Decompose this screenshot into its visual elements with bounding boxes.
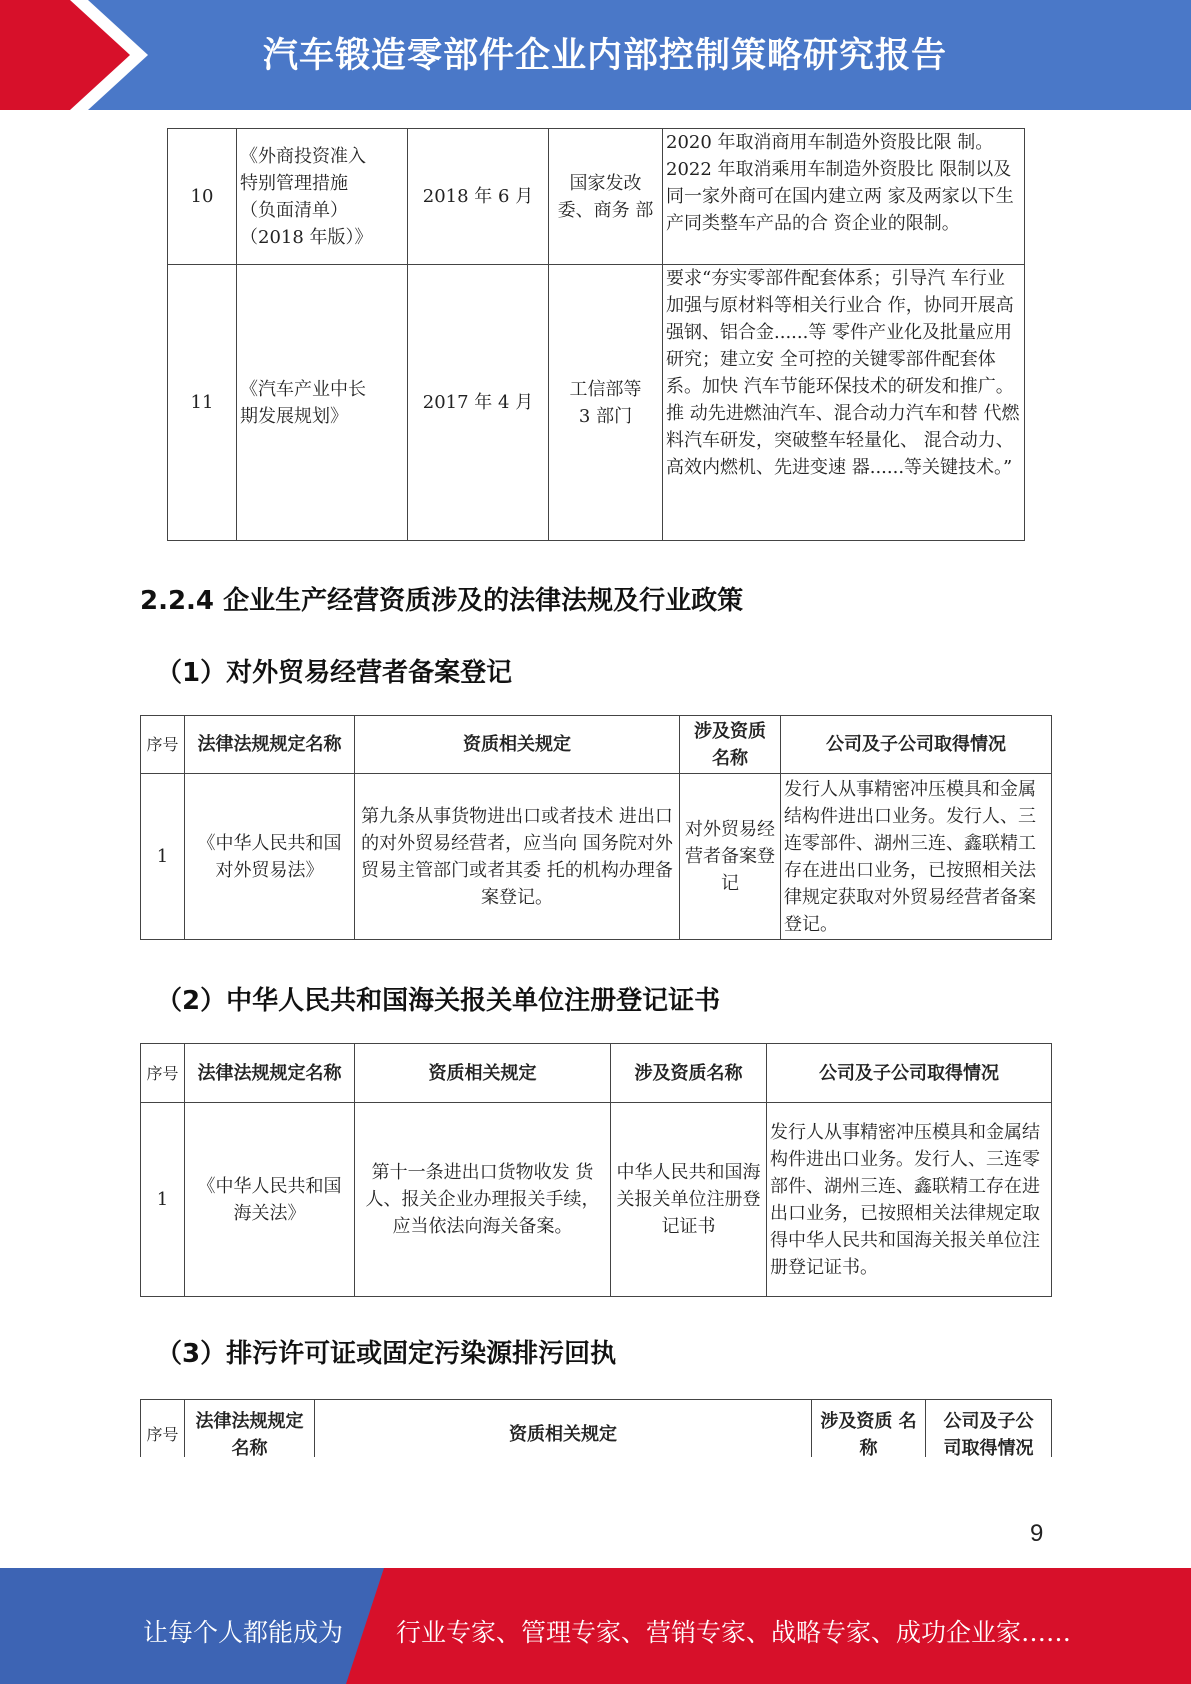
header-law: 法律法规规定名称 [185, 1044, 355, 1103]
page-number: 9 [1030, 1520, 1044, 1547]
law-name [185, 1103, 355, 1297]
policy-name-line: 《汽车产业中长 [240, 378, 366, 400]
qualification-table-1 [140, 715, 1052, 940]
subsection-heading-1: （1）对外贸易经营者备案登记 [156, 658, 513, 688]
header-serial: 序号 [141, 1044, 185, 1103]
header-status: 公司及子公司取得情况 [767, 1044, 1052, 1103]
issue-date: 2017 年 4 月 [408, 265, 549, 541]
status-text: 发行人从事精密冲压模具和金属结构件进出口业务。发行人、三连零部件、湖州三连、鑫联精工存在进出口业务，已按照相关法律规定获取对外贸易经营者备案登记。 [781, 774, 1052, 940]
row-number: 10 [168, 129, 237, 265]
dept-line: 国家发改 [569, 172, 642, 194]
footer-slogan-left: 让每个人都能成为 [143, 1618, 344, 1647]
header-line: 司取得情况 [943, 1437, 1034, 1457]
header-rule: 资质相关规定 [315, 1400, 812, 1458]
issuing-dept [549, 265, 663, 541]
qualification-name: 中华人民共和国海关报关单位注册登记证书 [611, 1103, 767, 1297]
policy-name [237, 265, 408, 541]
policy-name-line: （2018 年版）》 [240, 226, 373, 248]
table-header-row [141, 1044, 1052, 1103]
policy-name [237, 129, 408, 265]
policy-name-line: 期发展规划》 [240, 405, 348, 427]
policy-table-continued [167, 128, 1025, 541]
header-qualification: 涉及资质名称 [611, 1044, 767, 1103]
header-line: 名称 [231, 1437, 268, 1457]
header-qualification [812, 1400, 926, 1458]
policy-content: 要求“夯实零部件配套体系；引导汽 车行业加强与原材料等相关行业合 作，协同开展高强钢、铝合金......等 零件产业化及批量应用研究；建立安 全可控的关键零部件配套体系。加快 汽车节能环保技术的研发和推广。推 动先进燃油汽车、混合动力汽车和替 代燃料汽车研发，突破整车轻量化、 混合动力、高效内燃机、先进变速 器......等关键技术。” [663, 265, 1025, 541]
table-row [141, 774, 1052, 940]
header-serial: 序号 [141, 716, 185, 774]
footer-slogan-right: 行业专家、管理专家、营销专家、战略专家、成功企业家…… [396, 1618, 1072, 1647]
header-line: 涉及资质 名 [820, 1410, 917, 1432]
table-header-row [141, 1400, 1052, 1458]
law-name [185, 774, 355, 940]
header-line: 涉及资质 [694, 720, 766, 742]
law-name-line: 对外贸易法》 [215, 859, 324, 881]
header-line: 称 [859, 1437, 878, 1457]
dept-line: 委、商务 部 [557, 199, 654, 221]
rule-text: 第九条从事货物进出口或者技术 进出口的对外贸易经营者，应当向 国务院对外贸易主管部门或者其委 托的机构办理备案登记。 [355, 774, 680, 940]
section-heading: 2.2.4 企业生产经营资质涉及的法律法规及行业政策 [140, 586, 744, 616]
header-status [926, 1400, 1052, 1458]
row-number: 1 [141, 1103, 185, 1297]
law-name-line: 《中华人民共和国 [197, 1175, 342, 1197]
qualification-table-2 [140, 1043, 1052, 1297]
table-header-row [141, 716, 1052, 774]
header-qualification [680, 716, 781, 774]
law-name-line: 海关法》 [233, 1202, 306, 1224]
rule-text: 第十一条进出口货物收发 货人、报关企业办理报关手续，应当依法向海关备案。 [355, 1103, 611, 1297]
row-number: 11 [168, 265, 237, 541]
header-law: 法律法规规定名称 [185, 716, 355, 774]
row-number: 1 [141, 774, 185, 940]
dept-line: 3 部门 [578, 405, 633, 427]
report-title: 汽车锻造零部件企业内部控制策略研究报告 [263, 36, 948, 76]
issue-date: 2018 年 6 月 [408, 129, 549, 265]
qualification-name: 对外贸易经营者备案登记 [680, 774, 781, 940]
table-row [168, 265, 1025, 541]
law-name-line: 《中华人民共和国 [197, 832, 342, 854]
policy-name-line: 特别管理措施 [240, 172, 348, 194]
subsection-heading-2: （2）中华人民共和国海关报关单位注册登记证书 [156, 986, 721, 1016]
dept-line: 工信部等 [569, 378, 642, 400]
issuing-dept [549, 129, 663, 265]
policy-name-line: （负面清单） [240, 199, 348, 221]
subsection-heading-3: （3）排污许可证或固定污染源排污回执 [156, 1339, 617, 1369]
header-line: 法律法规规定 [195, 1410, 304, 1432]
table-row [168, 129, 1025, 265]
header-line: 公司及子公 [943, 1410, 1034, 1432]
status-text: 发行人从事精密冲压模具和金属结构件进出口业务。发行人、三连零部件、湖州三连、鑫联精工存在进出口业务，已按照相关法律规定取得中华人民共和国海关报关单位注册登记证书。 [767, 1103, 1052, 1297]
header-status: 公司及子公司取得情况 [781, 716, 1052, 774]
policy-content: 2020 年取消商用车制造外资股比限 制。2022 年取消乘用车制造外资股比 限制以及同一家外商可在国内建立两 家及两家以下生产同类整车产品的合 资企业的限制。 [663, 129, 1025, 265]
page-header [0, 0, 1191, 110]
header-rule: 资质相关规定 [355, 1044, 611, 1103]
table-3-clip [140, 1399, 1053, 1457]
header-line: 名称 [712, 747, 748, 769]
table-row [141, 1103, 1052, 1297]
header-law [185, 1400, 315, 1458]
header-rule: 资质相关规定 [355, 716, 680, 774]
header-serial: 序号 [141, 1400, 185, 1458]
policy-name-line: 《外商投资准入 [240, 145, 366, 167]
qualification-table-3 [140, 1399, 1052, 1457]
